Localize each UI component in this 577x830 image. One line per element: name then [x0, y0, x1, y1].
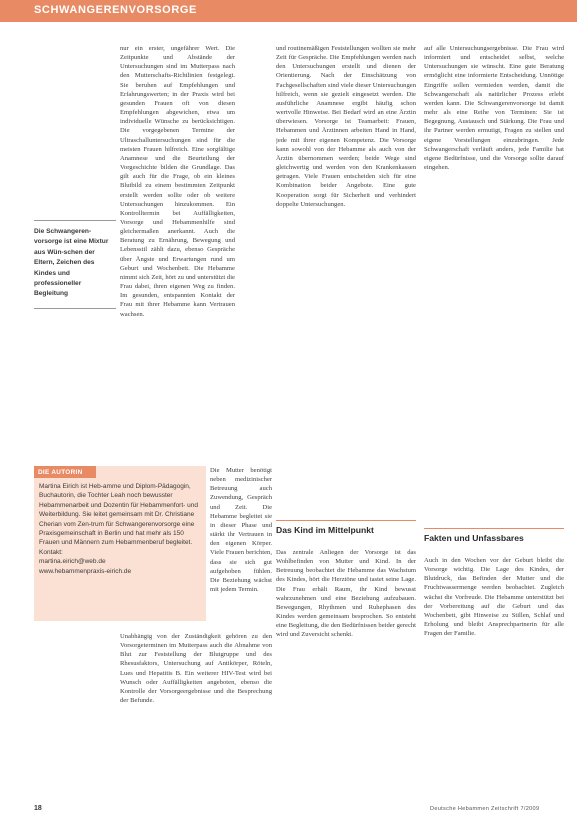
author-web-link[interactable]: www.hebammenpraxis-eirich.de [39, 567, 132, 575]
paragraph: und routinemäßigen Feststellungen wollten sie mehr Zeit für Gespräche. Die Empfehlungen werden nach den Untersuchungen erstellt und dienen der Orientierung. Nach der Einschätzung von Fachgesellschaften sind viele dieser Untersuchungen hilfreich, wenn sie gezielt eingesetzt werden. Die ausführliche Anamnese ergibt häufig schon wertvolle Hinweise. Bei Bedarf wird an eine Ärztin überwiesen. Vorsorge ist Teamarbeit: Frauen, Hebammen und Ärztinnen arbeiten Hand in Hand, jede mit ihrer eigenen Kompetenz. Die Vorsorge kann sowohl von der Hebamme als auch von der Ärztin übernommen werden; beide Wege sind gleichwertig und werden von den Krankenkassen getragen. Viele Frauen entscheiden sich für eine Kombination beider Angebote. Eine gute Kooperation sorgt für Sicherheit und verhindert doppelte Untersuchungen. [276, 45, 416, 208]
subhead-fakten-und-unfassbares: Fakten und Unfassbares [424, 533, 524, 543]
paragraph: Auch in den Wochen vor der Geburt bleibt die Vorsorge wichtig. Die Lage des Kindes, der Blutdruck, das Befinden der Mutter und die Fruchtwassermenge werden beobachtet. Zugleich wächst die Vorfreude. Die Hebamme unterstützt bei der Vorbereitung auf die Geburt und das Wochenbett, gibt Hinweise zu Stillen, Schlaf und Erholung und bleibt Ansprechpartnerin für alle Fragen der Familie. [424, 557, 564, 638]
author-email-link[interactable]: martina.eirich@web.de [39, 558, 106, 566]
author-bio-block [39, 482, 199, 576]
author-box [34, 466, 206, 621]
column-2-bottom-text [276, 548, 416, 800]
section-header-bar [0, 0, 577, 22]
column-2-top-text [276, 44, 416, 516]
subhead-kind-im-mittelpunkt: Das Kind im Mittelpunkt [276, 525, 374, 535]
column-2-narrow-text [210, 466, 272, 626]
column-1-bottom-text [120, 632, 272, 800]
pull-quote [34, 220, 116, 309]
paragraph: Die Mutter benötigt neben medizinischer Betreuung auch Zuwendung, Gespräch und Zeit. Die Hebamme begleitet sie in dieser Phase und stärkt ihr Vertrauen in den eigenen Körper. Viele Frauen berichten, dass sie sich gut aufgehoben fühlen. Die Beziehung wächst mit jedem Termin. [210, 467, 272, 594]
subhead-rule [276, 520, 416, 521]
subhead-rule [424, 528, 564, 529]
column-3-top-text [424, 44, 564, 504]
column-1-top-text [120, 44, 235, 464]
paragraph: Unabhängig von der Zuständigkeit gehören zu den Vorsorgeterminen im Mutterpass auch die Abnahme von Blut zur Feststellung der Blutgruppe und des Rhesusfaktors, Untersuchung auf Antikörper, Röteln, Lues und Hepatitis B. Ein weiterer HIV-Test wird bei Wunsch oder Auffälligkeiten angeboten, ebenso die Kontrolle der Vorsorgeergebnisse und die Besprechung der Befunde. [120, 633, 272, 705]
paragraph: auf alle Untersuchungsergebnisse. Die Frau wird informiert und entscheidet selbst, welche Untersuchungen sie wünscht. Eine gute Beratung ermöglicht eine informierte Entscheidung. Unnötige Eingriffe sollen vermieden werden, damit die Schwangerschaft als natürlicher Prozess erlebt werden kann. Die Schwangerenvorsorge ist damit mehr als eine Reihe von Terminen: Sie ist Begegnung, Austausch und Stärkung. Die Frau und ihr Partner werden ermutigt, Fragen zu stellen und eigene Vorstellungen einzubringen. Jede Schwangerschaft verläuft anders, jede Familie hat eigene Bedürfnisse, und die Vorsorge sollte darauf eingehen. [424, 45, 564, 172]
pull-quote-text: Die Schwangeren-vorsorge ist eine Mixtur aus Wün-schen der Eltern, Zeichen des Kindes und professioneller Begleitung [34, 228, 109, 298]
paragraph: Das zentrale Anliegen der Vorsorge ist das Wohlbefinden von Mutter und Kind. In der Betreuung beobachtet die Hebamme das Wachstum des Kindes, hört die Herztöne und tastet seine Lage. Die Frau erhält Raum, ihr Kind bewusst wahrzunehmen und eine Beziehung aufzubauen. Bewegungen, Rhythmen und Ruhephasen des Kindes werden gemeinsam besprochen. So entsteht eine Begleitung, die den Bedürfnissen beider gerecht wird und Zuversicht schenkt. [276, 549, 416, 639]
magazine-footer: Deutsche Hebammen Zeitschrift 7/2009 [430, 806, 540, 812]
author-bio: Martina Eirich ist Heb-amme und Diplom-Pädagogin, Buchautorin, die Tochter Leah noch bewusster Hebammenarbeit und Dozentin für Hebammenfort- und Weiterbildung. Sie leitet gemeinsam mit Dr. Christiane Cherian vom Zen-trum für Schwangerenvorsorge eine Praxisgemeinschaft in Berlin und hat mehr als 150 Frauen und Männern zum Hebammenberuf begleitet. [39, 483, 198, 547]
section-title: SCHWANGERENVORSORGE [34, 4, 197, 16]
author-heading: DIE AUTORIN [34, 466, 96, 478]
paragraph: nur ein erster, ungefährer Wert. Die Zeitpunkte und Abstände der Untersuchungen sind im Mutterpass nach den Mutterschafts-Richtlinien festgelegt. Sie beruhen auf Empfehlungen und Erfahrungswerten; in der Praxis wird bei gesunden Frauen oft von diesen Empfehlungen abgewichen, etwa um individuelle Wünsche zu berücksichtigen. Die vorgegebenen Termine der Ultraschalluntersuchungen sind für die meisten Frauen hilfreich. Eine sorgfältige Anamnese und die Beurteilung der Vorgeschichte bilden die Grundlage. Das gilt auch für die Frage, ob ein kleines Blutbild zu einem bestimmten Zeitpunkt erstellt werden sollte oder ob weitere Untersuchungen hinzukommen. Ein Kontrolltermin bei Auffälligkeiten, Vorsorge und Hebammenhilfe sind gleichermaßen anerkannt. Auch die Beratung zu Ernährung, Bewegung und Lebensstil zählt dazu, ebenso Gespräche über Ängste und Erwartungen rund um Geburt und Wochenbett. Die Hebamme nimmt sich Zeit, hört zu und unterstützt die Frau dabei, ihren eigenen Weg zu finden. Im gesunden, entspannten Kontakt der Frau mit ihrer Hebamme kann Vertrauen wachsen. [120, 45, 235, 318]
column-3-bottom-text [424, 556, 564, 800]
author-contact-label: Kontakt: [39, 548, 63, 556]
page-number: 18 [34, 805, 42, 812]
